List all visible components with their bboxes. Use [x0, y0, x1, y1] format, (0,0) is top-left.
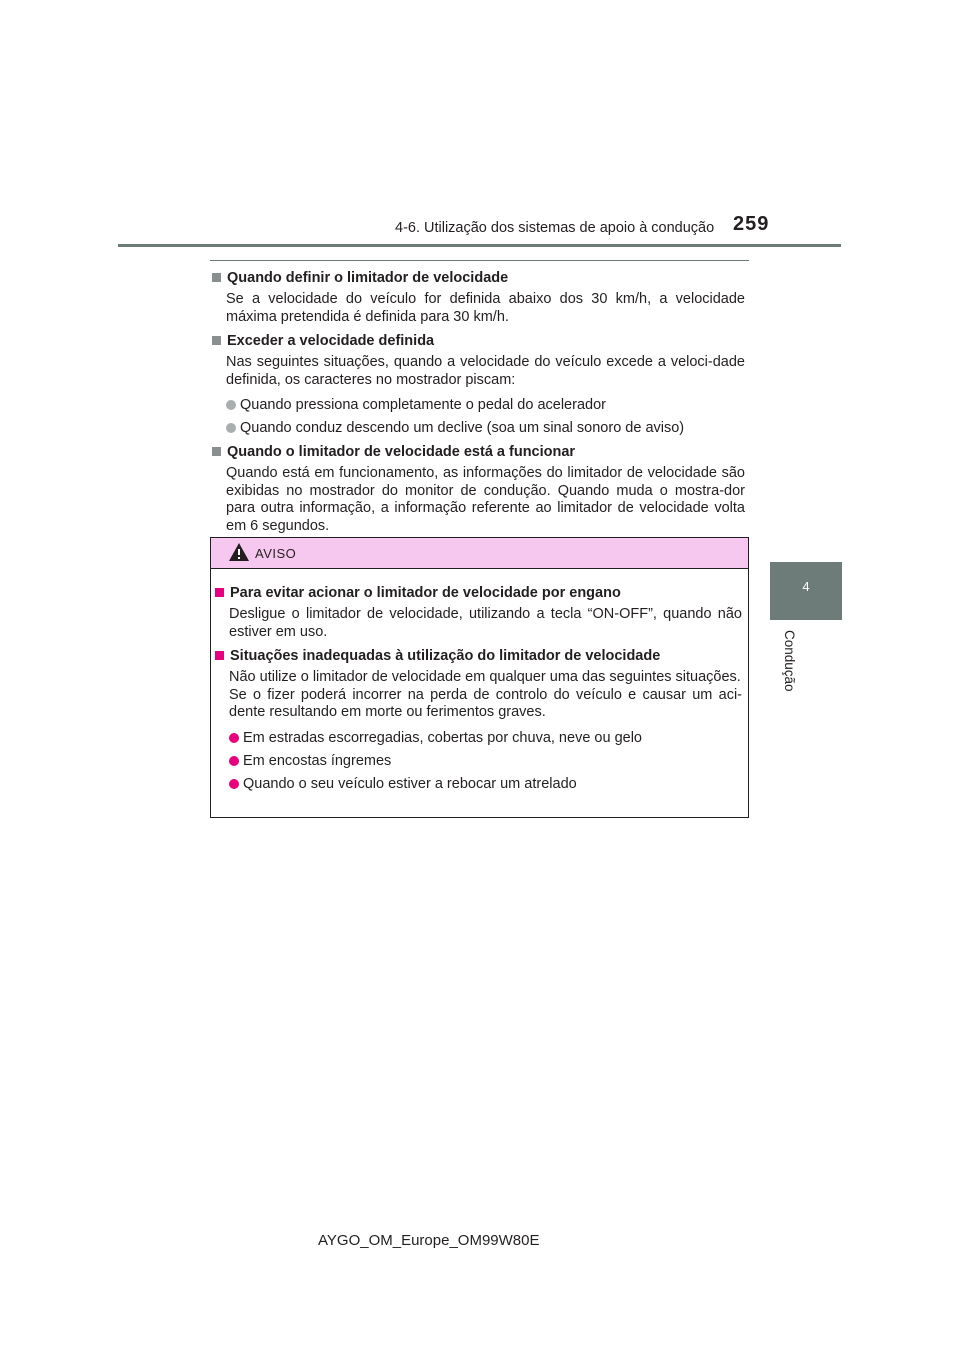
list-item-text: Quando conduz descendo um declive (soa um sinal sonoro de aviso)	[240, 420, 685, 436]
chapter-tab	[770, 562, 842, 620]
warning-list-item	[229, 775, 742, 793]
chapter-label: Condução	[782, 630, 797, 692]
warning-heading-text: Para evitar acionar o limitador de velocidade por engano	[230, 585, 621, 601]
square-bullet-icon	[212, 273, 221, 282]
circle-bullet-icon	[226, 400, 236, 410]
content-top-rule	[210, 260, 749, 261]
section-heading-text: Quando o limitador de velocidade está a funcionar	[227, 444, 576, 460]
warning-triangle-icon	[228, 542, 250, 562]
footer-doc-id: AYGO_OM_Europe_OM99W80E	[318, 1232, 540, 1249]
section-text: Nas seguintes situações, quando a velocidade do veículo excede a veloci-dade definida, os caracteres no mostrador piscam:	[226, 354, 745, 388]
warning-text: Se o fizer poderá incorrer na perda de controlo do veículo e causar um aci-dente resultando em morte ou ferimentos graves.	[229, 686, 742, 720]
warning-text: Não utilize o limitador de velocidade em qualquer uma das seguintes situações.	[229, 669, 741, 685]
warning-text: Desligue o limitador de velocidade, utilizando a tecla “ON-OFF”, quando não estiver em uso.	[229, 606, 742, 640]
square-bullet-icon	[215, 588, 224, 597]
circle-bullet-icon	[229, 756, 239, 766]
warning-title: AVISO	[255, 546, 297, 561]
warning-box	[210, 537, 749, 818]
list-item-text: Quando o seu veículo estiver a rebocar um atrelado	[243, 775, 577, 792]
section-heading-text: Quando definir o limitador de velocidade	[227, 270, 509, 286]
warning-section-heading	[211, 647, 742, 665]
warning-list-item	[229, 729, 742, 747]
header-rule	[118, 244, 841, 247]
warning-body	[211, 569, 748, 793]
page-number: 259	[733, 213, 770, 235]
square-bullet-icon	[212, 336, 221, 345]
list-item	[226, 419, 745, 437]
section-heading	[210, 269, 745, 287]
section-heading	[210, 332, 745, 350]
warning-header	[211, 538, 748, 569]
header-section-title: 4-6. Utilização dos sistemas de apoio à condução	[395, 220, 715, 236]
square-bullet-icon	[212, 447, 221, 456]
section-text: Se a velocidade do veículo for definida abaixo dos 30 km/h, a velocidade máxima pretendida é definida para 30 km/h.	[226, 291, 745, 325]
circle-bullet-icon	[229, 779, 239, 789]
circle-bullet-icon	[226, 423, 236, 433]
list-item-text: Em encostas íngremes	[243, 752, 392, 769]
main-content	[210, 266, 745, 535]
circle-bullet-icon	[229, 733, 239, 743]
section-heading	[210, 443, 745, 461]
list-item	[226, 396, 745, 414]
warning-section-heading	[211, 584, 742, 602]
warning-list-item	[229, 752, 742, 770]
section-text: Quando está em funcionamento, as informações do limitador de velocidade são exibidas no mostrador do monitor de condução. Quando muda o mostra-dor para outra informação, a informação referente ao limitador de velocidade volta em 6 segundos.	[226, 465, 745, 534]
chapter-number: 4	[802, 579, 810, 594]
list-item-text: Em estradas escorregadias, cobertas por chuva, neve ou gelo	[243, 729, 642, 746]
section-heading-text: Exceder a velocidade definida	[227, 333, 435, 349]
list-item-text: Quando pressiona completamente o pedal do acelerador	[240, 397, 606, 413]
warning-heading-text: Situações inadequadas à utilização do limitador de velocidade	[230, 648, 661, 664]
square-bullet-icon	[215, 651, 224, 660]
